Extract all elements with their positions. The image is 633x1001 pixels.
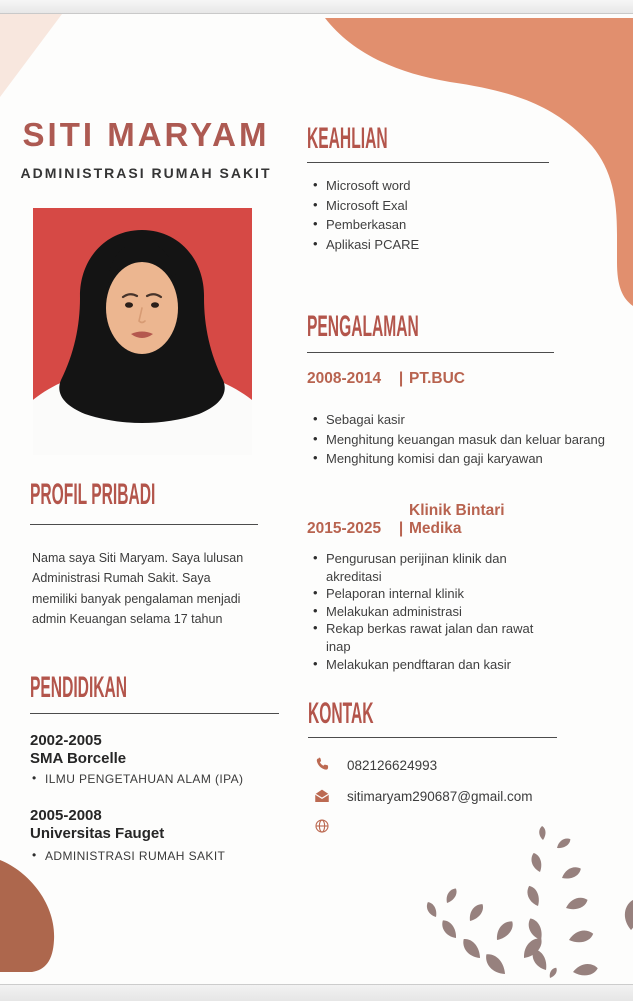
skill-item: • Pemberkasan <box>311 215 571 235</box>
job-duty: • Menghitung komisi dan gaji karyawan <box>311 449 611 469</box>
profile-photo <box>33 208 252 455</box>
screenshot-bottom-bar <box>0 984 633 1001</box>
divider <box>307 162 549 163</box>
education-school: Universitas Fauget <box>30 825 165 842</box>
section-heading-profile: PROFIL PRIBADI <box>30 477 156 512</box>
skill-item: • Microsoft Exal <box>311 196 571 216</box>
globe-icon <box>313 817 331 835</box>
contact-email: sitimaryam290687@gmail.com <box>347 788 533 804</box>
job-duty: • Menghitung keuangan masuk dan keluar barang <box>311 430 611 450</box>
job-title-line <box>307 370 534 388</box>
job-duty: • Rekap berkas rawat jalan dan rawat inap <box>311 620 551 655</box>
divider <box>308 737 557 738</box>
profile-photo-illustration <box>33 208 252 455</box>
job-duty: • Sebagai kasir <box>311 410 611 430</box>
job-years: 2015-2025 <box>307 519 382 537</box>
phone-icon <box>313 756 331 774</box>
divider <box>307 352 554 353</box>
education-major: • ILMU PENGETAHUAN ALAM (IPA) <box>30 771 270 787</box>
contact-email-row <box>313 787 533 805</box>
person-job-title: ADMINISTRASI RUMAH SAKIT <box>20 165 272 181</box>
skill-item: • Aplikasi PCARE <box>311 235 571 255</box>
email-icon <box>313 787 331 805</box>
profile-text: Nama saya Siti Maryam. Saya lulusan Administrasi Rumah Sakit. Saya memiliki banyak pengalaman menjadi admin Keuangan selama 17 tahun <box>32 551 244 626</box>
job-company: PT.BUC <box>409 370 465 387</box>
job-duty: • Melakukan pendftaran dan kasir <box>311 656 551 674</box>
divider <box>30 524 258 525</box>
section-heading-skills: KEAHLIAN <box>307 121 388 156</box>
education-school: SMA Borcelle <box>30 750 127 767</box>
job-duty: • Pengurusan perijinan klinik dan akreditasi <box>311 550 551 585</box>
job-duty: • Melakukan administrasi <box>311 603 551 621</box>
education-years: 2002-2005 <box>30 732 102 749</box>
contact-phone-row <box>313 756 437 774</box>
section-heading-education: PENDIDIKAN <box>30 670 128 705</box>
education-years: 2005-2008 <box>30 807 102 824</box>
divider <box>30 713 279 714</box>
contact-phone: 082126624993 <box>347 757 438 773</box>
job-company: Klinik Bintari Medika <box>409 502 505 537</box>
job-title-line <box>307 502 534 537</box>
section-heading-contact: KONTAK <box>308 696 374 731</box>
person-name: SITI MARYAM <box>22 116 270 153</box>
job-duty: • Pelaporan internal klinik <box>311 585 551 603</box>
contact-website-row <box>313 817 331 835</box>
screenshot-top-bar <box>0 0 633 14</box>
job-years: 2008-2014 <box>307 370 382 387</box>
section-heading-experience: PENGALAMAN <box>307 309 419 344</box>
job-separator: | <box>398 370 404 387</box>
skill-item: • Microsoft word <box>311 176 571 196</box>
job-separator: | <box>398 519 404 537</box>
education-major: • ADMINISTRASI RUMAH SAKIT <box>30 848 270 864</box>
